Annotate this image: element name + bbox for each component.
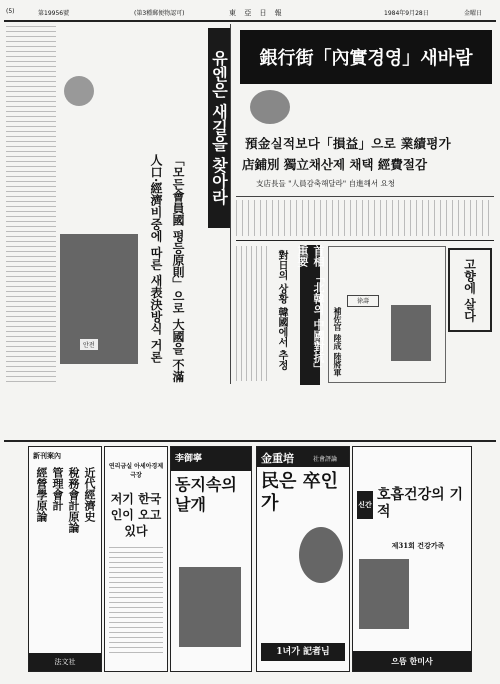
photo-caption: 안전 <box>80 339 98 350</box>
ad2-top: 연리금실 아세아경제극장 <box>108 463 164 479</box>
ad2-body <box>109 547 163 657</box>
ads-top-rule <box>4 440 496 442</box>
masthead-bar <box>4 4 496 22</box>
bank-story-sub-2: 店鋪別 獨立채산제 채택 經費절감 <box>242 157 428 172</box>
ad-minjol <box>256 446 350 672</box>
book-title-2: 稅務會計原論 <box>67 467 80 533</box>
books-ad <box>28 446 102 672</box>
bank-story-sub-1: 預金실적보다「損益」으로 業績평가 <box>245 136 452 151</box>
book-title-4: 經營學原論 <box>35 467 48 522</box>
ad4-tag: 社會評論 <box>313 456 338 463</box>
ad5-photo <box>359 559 409 629</box>
middle-vertical-sub: 對日의 상황 韓國에서 추정 <box>276 250 287 371</box>
bank-logo <box>250 90 290 124</box>
left-body-text <box>6 26 56 386</box>
middle-vertical-head: 首相 「北韓의 中國對抗」 重要 <box>300 245 320 385</box>
issue-number: 第19956號 <box>38 10 70 17</box>
middle-body-text <box>236 246 270 381</box>
ad5-sub: 제31회 건강가족 <box>391 541 445 550</box>
book-title-3: 管理會計 <box>51 467 64 511</box>
books-ad-label: 新刊案內 <box>33 451 61 460</box>
ad4-caricature <box>299 527 343 583</box>
column-photo <box>391 305 431 361</box>
page-number: (5) <box>6 8 15 15</box>
ad3-photo <box>179 567 241 647</box>
ad5-bottom: 으뜸 한미사 <box>353 651 471 671</box>
ad4-header <box>257 447 349 467</box>
books-publisher: 法文社 <box>29 653 101 671</box>
column-logo <box>64 76 94 106</box>
left-story-photo <box>60 234 138 364</box>
column-title: 고향에 살다 <box>448 248 492 332</box>
bank-story-banner: 銀行街「內實경영」새바람 <box>240 30 492 84</box>
mail-notice: (第3種郵便物認可) <box>134 10 185 17</box>
ad4-headline: 民은 卒인가 <box>261 471 339 514</box>
ad-breathing <box>352 446 472 672</box>
left-story-headline: 유엔은 새길을 찾아라 <box>208 28 230 228</box>
ad3-headline: 동지속의 날개 <box>175 475 237 514</box>
book-title-1: 近代經濟史 <box>83 467 96 522</box>
bank-story-sub-3: 支店長들 "人員감축해달라" 自進해서 요청 <box>256 179 396 188</box>
ad-korean-coming <box>104 446 168 672</box>
ad5-headline: 호흡건강의 기적 <box>377 487 464 520</box>
ad3-author: 李御寧 <box>171 447 252 471</box>
left-story-subhead-2: 人口·經濟비중에 따른 새表決방식 거론 <box>149 154 163 363</box>
ad5-top: 신간 <box>357 491 373 519</box>
left-story-subhead-1: 「모든會員國 평등原則」으로 大國을 不滿 <box>171 154 185 383</box>
bank-body-text <box>236 200 494 236</box>
column-vertical-text: 補佐官 陸成 陸將軍 <box>333 307 343 377</box>
column-box <box>328 246 446 383</box>
bank-divider <box>236 196 494 197</box>
left-story <box>60 24 231 384</box>
issue-date: 1984年9月28日 <box>384 10 429 17</box>
middle-top-rule <box>236 240 494 241</box>
issue-weekday: 金曜日 <box>464 10 483 17</box>
paper-name: 東 亞 日 報 <box>229 9 285 17</box>
ad2-headline: 저기 한국인이 오고있다 <box>110 492 162 538</box>
ad4-author: 金重培 <box>261 452 294 465</box>
ad4-bottom: 1녀가 記者님 <box>261 643 345 661</box>
column-author: 徐壽 <box>347 295 379 307</box>
ad-winter-wing <box>170 446 252 672</box>
